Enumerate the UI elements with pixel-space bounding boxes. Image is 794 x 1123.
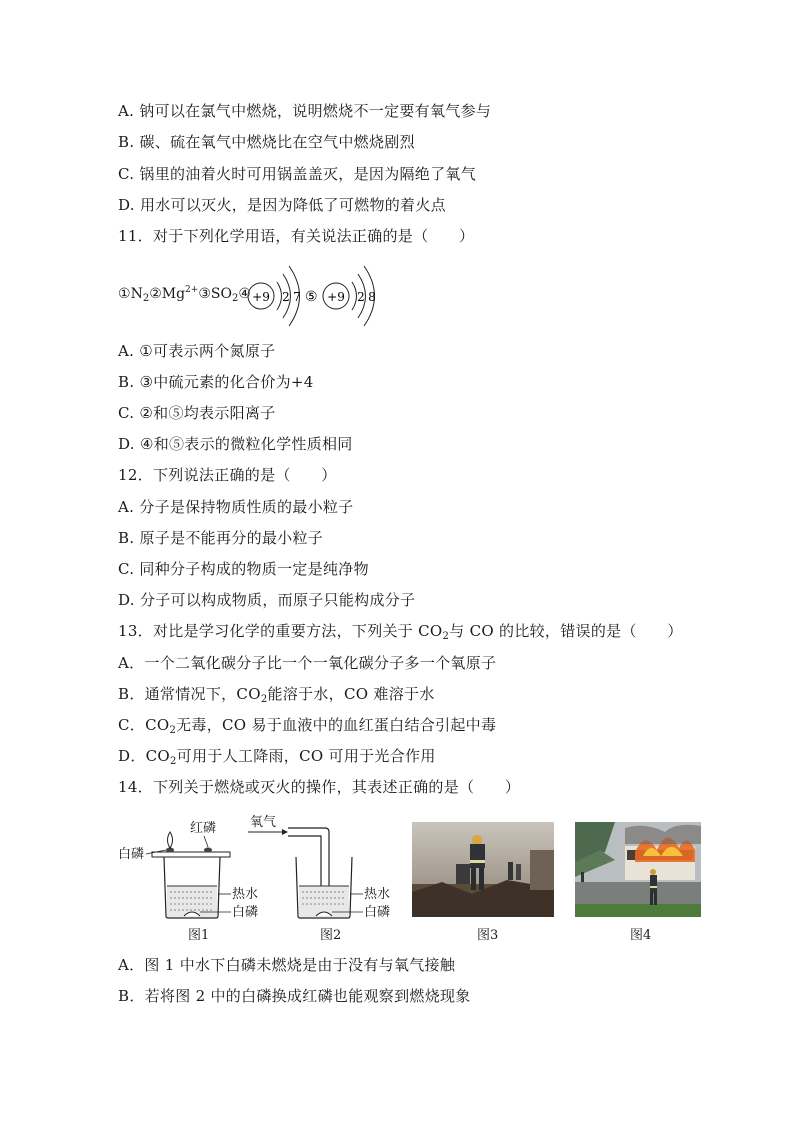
option-text: ②和⑤均表示阳离子 — [139, 404, 276, 422]
label-red-phosphorus: 红磷 — [190, 821, 217, 836]
option-part: C．CO — [118, 716, 170, 734]
q13-option-c — [118, 715, 496, 735]
option-label: B. — [118, 529, 135, 547]
q11-option-d — [118, 434, 353, 454]
q11-option-b — [118, 372, 314, 392]
figure-2-caption: 图2 — [320, 928, 342, 943]
q12-option-c — [118, 559, 369, 579]
marker-1: ① — [118, 286, 131, 302]
option-text: ④和⑤表示的微粒化学性质相同 — [139, 435, 353, 453]
option-text: 分子是保持物质性质的最小粒子 — [139, 498, 354, 516]
label-hot-water-2: 热水 — [364, 887, 391, 902]
option-text: ①可表示两个氮原子 — [139, 342, 276, 360]
label-oxygen: 氧气 — [250, 815, 277, 830]
figure-4-caption: 图4 — [630, 928, 652, 943]
subscript: 2 — [142, 293, 150, 304]
label-white-phosphorus-2: 白磷 — [364, 905, 391, 920]
experiment-diagrams — [118, 812, 408, 952]
marker-4: ④ — [238, 286, 251, 302]
option-text: 钠可以在氯气中燃烧，说明燃烧不一定要有氧气参与 — [139, 102, 492, 120]
label-white-phosphorus-underwater: 白磷 — [232, 905, 259, 920]
option-part: B．通常情况下，CO — [118, 685, 261, 703]
marker-5: ⑤ — [305, 289, 318, 305]
q12-option-b — [118, 528, 323, 548]
option-label: C. — [118, 560, 135, 578]
option-text: 同种分子构成的物质一定是纯净物 — [139, 560, 369, 578]
q12-option-a — [118, 497, 353, 517]
q10-option-d — [118, 195, 446, 215]
figure-4-photo — [575, 822, 701, 917]
formula-n2: N — [130, 286, 143, 302]
figure-1-diagram — [118, 820, 258, 943]
q11-option-c — [118, 403, 276, 423]
figure-1-caption: 图1 — [188, 928, 210, 943]
option-label: B. — [118, 373, 135, 391]
q13-stem — [118, 621, 683, 641]
q11-option-a — [118, 341, 275, 361]
option-part: 能溶于水，CO 难溶于水 — [267, 685, 435, 703]
option-label: D. — [118, 196, 135, 214]
option-part: D．CO — [118, 747, 171, 765]
label-hot-water: 热水 — [232, 887, 259, 902]
option-label: B. — [118, 133, 135, 151]
q13-option-a: A．一个二氧化碳分子比一个一氧化碳分子多一个氧原子 — [118, 654, 497, 672]
q13-option-d — [118, 746, 436, 766]
q10-option-c — [118, 164, 476, 184]
marker-2: ② — [149, 286, 162, 302]
option-text: 原子是不能再分的最小粒子 — [139, 529, 324, 547]
atom-diagram-5 — [323, 266, 376, 326]
option-text: 用水可以灭火，是因为降低了可燃物的着火点 — [139, 196, 446, 214]
q12-stem: 12．下列说法正确的是（ ） — [118, 466, 337, 484]
atom-diagram-4 — [248, 266, 301, 326]
marker-3: ③ — [198, 286, 211, 302]
stem-part: 与 CO 的比较，错误的是（ ） — [449, 622, 683, 640]
subscript: 2 — [170, 756, 177, 767]
formula-so2: SO — [210, 286, 232, 302]
atom-structure-diagrams — [118, 262, 388, 330]
figure-3-photo — [412, 822, 554, 917]
subscript: 2 — [169, 725, 177, 736]
option-label: A. — [118, 102, 135, 120]
electron-count: 7 — [293, 290, 301, 304]
option-label: C. — [118, 404, 135, 422]
subscript: 2 — [231, 293, 239, 304]
q13-option-b — [118, 684, 435, 704]
q10-option-b — [118, 132, 415, 152]
option-text: 锅里的油着火时可用锅盖盖灭，是因为隔绝了氧气 — [139, 165, 476, 183]
option-label: A. — [118, 498, 135, 516]
option-label: A. — [118, 342, 135, 360]
option-text: 分子可以构成物质，而原子只能构成分子 — [139, 591, 416, 609]
subscript: 2 — [442, 631, 450, 642]
q14-option-a: A．图 1 中水下白磷未燃烧是由于没有与氧气接触 — [118, 956, 456, 974]
q12-option-d — [118, 590, 415, 610]
option-text: 碳、硫在氧气中燃烧比在空气中燃烧剧烈 — [139, 133, 415, 151]
superscript: 2+ — [185, 285, 199, 295]
q10-option-a — [118, 101, 491, 121]
option-part: 可用于人工降雨，CO 可用于光合作用 — [176, 747, 436, 765]
label-white-phosphorus: 白磷 — [118, 847, 145, 862]
figure-3-caption: 图3 — [477, 928, 499, 943]
option-label: D. — [118, 435, 135, 453]
nucleus-charge: +9 — [327, 290, 345, 304]
stem-part: 13．对比是学习化学的重要方法，下列关于 CO — [118, 622, 443, 640]
subscript: 2 — [260, 694, 268, 705]
electron-count: 2 — [357, 290, 365, 304]
q11-chemical-notation — [118, 262, 388, 330]
q14-stem: 14．下列关于燃烧或灭火的操作，其表述正确的是（ ） — [118, 778, 521, 796]
burning-bus — [625, 825, 701, 880]
option-text: ③中硫元素的化合价为+4 — [139, 373, 314, 391]
option-part: 无毒，CO 易于血液中的血红蛋白结合引起中毒 — [176, 716, 497, 734]
figure-2-diagram — [248, 815, 390, 943]
option-label: D. — [118, 591, 135, 609]
electron-count: 2 — [282, 290, 290, 304]
nucleus-charge: +9 — [252, 290, 270, 304]
option-label: C. — [118, 165, 135, 183]
q11-stem: 11．对于下列化学用语，有关说法正确的是（ ） — [118, 227, 475, 245]
q14-option-b: B．若将图 2 中的白磷换成红磷也能观察到燃烧现象 — [118, 987, 471, 1005]
electron-count: 8 — [368, 290, 376, 304]
formula-mg-ion: Mg — [161, 286, 186, 302]
